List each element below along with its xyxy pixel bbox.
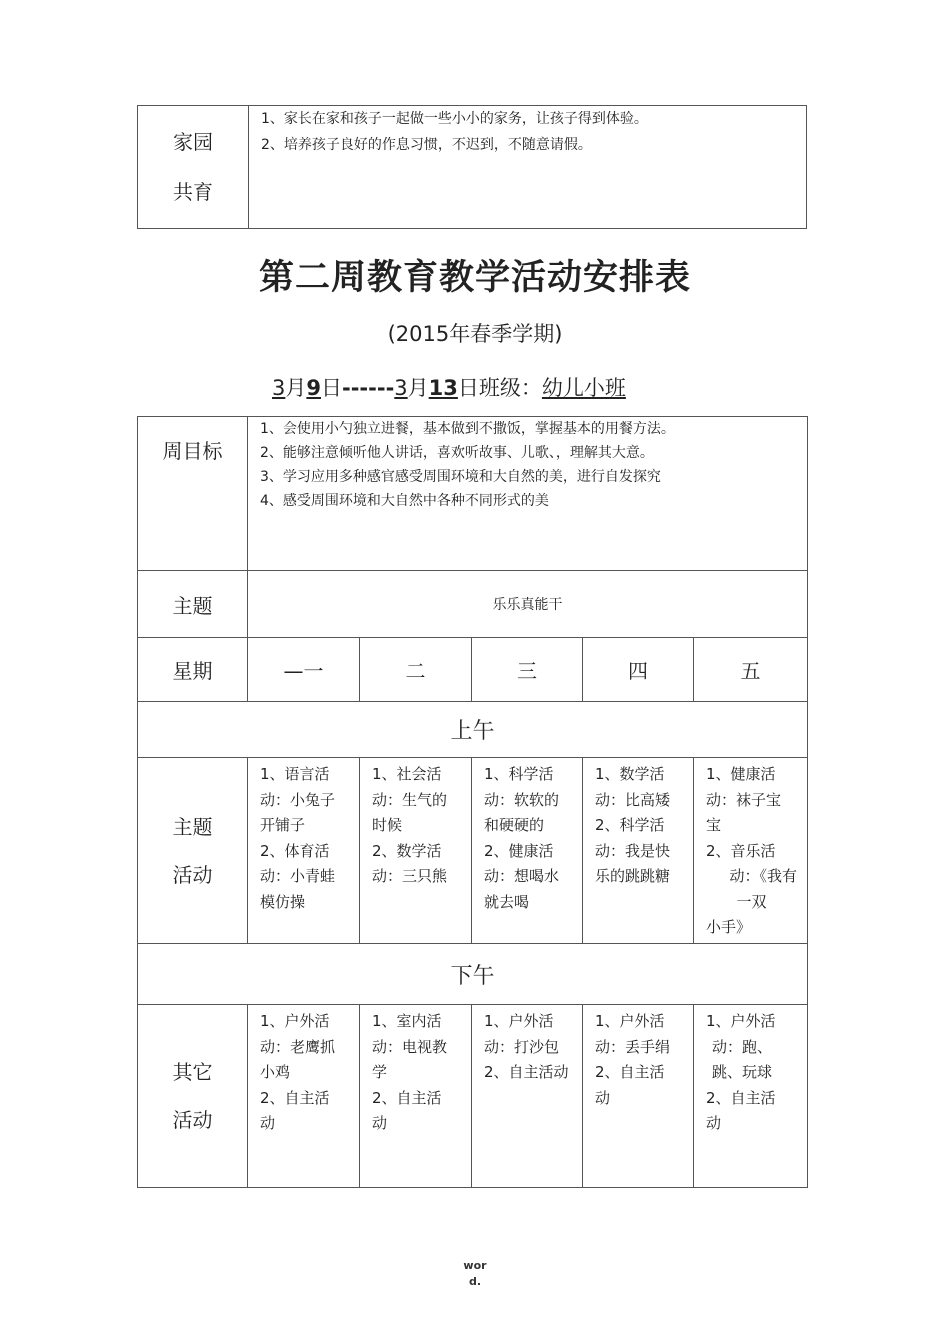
afternoon-cell-fri [694, 1005, 808, 1188]
weekday-tue: 二 [360, 638, 472, 702]
home-school-label-line1: 家园 [173, 130, 213, 154]
activity-line: 动：丢手绢 [595, 1037, 671, 1056]
activity-line: 1、户外活 [595, 1012, 665, 1030]
home-school-item: 1、家长在家和孩子一起做一些小小的家务，让孩子得到体验。 [261, 111, 648, 127]
activity-line: 一双 [736, 892, 767, 911]
home-school-content [249, 106, 807, 229]
class-label: 日班级： [457, 376, 542, 400]
weekday-label: 星期 [138, 638, 248, 702]
start-day: 9 [306, 376, 321, 400]
afternoon-cell-mon [248, 1005, 360, 1188]
afternoon-cell-wed [472, 1005, 583, 1188]
activity-line: 1、科学活 [484, 765, 554, 783]
page-subtitle: (2015年春季学期) [387, 322, 563, 346]
activity-line: 动：《我有 [729, 867, 798, 885]
activity-line: 动：袜子宝 [706, 790, 782, 809]
home-school-label-line2: 共育 [173, 180, 213, 204]
activity-line: 1、室内活 [372, 1012, 442, 1030]
activity-line: 就去喝 [484, 892, 530, 911]
activity-line: 2、自主活动 [484, 1063, 569, 1081]
class-name: 幼儿小班 [541, 376, 626, 400]
activity-line: 动：打沙包 [484, 1037, 560, 1056]
activity-line: 和硬硬的 [484, 816, 545, 834]
footer-mark [455, 1258, 495, 1290]
start-month: 3 [272, 376, 286, 400]
activity-line: 时候 [372, 816, 403, 834]
day-char: 日 [321, 376, 342, 400]
date-dashes: ------ [342, 376, 395, 400]
activity-line: 动：跑、 [712, 1037, 773, 1056]
month-char-2: 月 [407, 376, 429, 400]
activity-line: 2、自主活 [372, 1088, 442, 1107]
page-title: 第二周教育教学活动安排表 [258, 258, 691, 298]
morning-cell-wed [472, 758, 583, 944]
afternoon-cell-tue [360, 1005, 472, 1188]
activity-line: 宝 [706, 816, 722, 834]
activity-line: 动：比高矮 [595, 790, 671, 809]
end-month: 3 [394, 376, 408, 400]
week-goal-item: 2、能够注意倾听他人讲话，喜欢听故事、儿歌、，理解其大意。 [260, 445, 654, 461]
morning-row-label-line1: 主题 [172, 814, 213, 839]
weekday-wed: 三 [472, 638, 583, 702]
morning-row-label [138, 758, 248, 944]
morning-header: 上午 [138, 702, 808, 758]
afternoon-row-label [138, 1005, 248, 1188]
afternoon-header: 下午 [138, 944, 808, 1005]
activity-line: 开铺子 [260, 816, 306, 834]
weekday-mon: —一 [248, 638, 360, 702]
home-school-label [138, 106, 249, 229]
week-goal-item: 4、感受周围环境和大自然中各种不同形式的美 [260, 493, 549, 509]
theme-label: 主题 [138, 571, 248, 638]
activity-line: 动：老鹰抓 [260, 1037, 336, 1056]
activity-line: 模仿操 [260, 892, 306, 911]
schedule-table [137, 416, 808, 1188]
weekday-fri: 五 [694, 638, 808, 702]
home-school-table [137, 105, 807, 229]
activity-line: 跳、玩球 [712, 1063, 773, 1081]
week-goal-item: 1、会使用小勺独立进餐，基本做到不撒饭，掌握基本的用餐方法。 [260, 421, 675, 437]
activity-line: 小手》 [706, 918, 752, 936]
activity-line: 动：小兔子 [260, 790, 336, 809]
activity-line: 1、社会活 [372, 765, 442, 783]
date-class-line [272, 372, 626, 402]
activity-line: 小鸡 [260, 1063, 291, 1081]
activity-line: 动：电视教 [372, 1037, 448, 1056]
activity-line: 1、数学活 [595, 765, 665, 783]
activity-line: 动 [706, 1114, 722, 1132]
activity-line: 动 [260, 1114, 276, 1132]
activity-line: 动：生气的 [372, 790, 448, 809]
activity-line: 动：我是快 [595, 841, 671, 860]
morning-row-label-line2: 活动 [172, 862, 213, 887]
activity-line: 2、自主活 [706, 1088, 776, 1107]
activity-line: 2、科学活 [595, 816, 665, 834]
afternoon-cell-thu [583, 1005, 694, 1188]
activity-line: 1、语言活 [260, 765, 330, 783]
activity-line: 1、户外活 [260, 1012, 330, 1030]
activity-line: 动 [595, 1088, 611, 1107]
footer-line2: d. [468, 1275, 482, 1288]
activity-line: 2、数学活 [372, 841, 442, 860]
activity-line: 2、音乐活 [706, 841, 776, 860]
morning-cell-thu [583, 758, 694, 944]
morning-cell-fri [694, 758, 808, 944]
weekday-thu: 四 [583, 638, 694, 702]
end-day: 13 [428, 376, 458, 400]
home-school-item: 2、培养孩子良好的作息习惯，不迟到，不随意请假。 [261, 137, 592, 153]
week-goals-label: 周目标 [138, 417, 248, 571]
activity-line: 1、健康活 [706, 765, 776, 783]
morning-cell-tue [360, 758, 472, 944]
activity-line: 2、健康活 [484, 841, 554, 860]
week-goal-item: 3、学习应用多种感官感受周围环境和大自然的美，进行自发探究 [260, 469, 661, 485]
activity-line: 2、自主活 [595, 1063, 665, 1081]
activity-line: 动：小青蛙 [260, 867, 336, 885]
activity-line: 乐的跳跳糖 [595, 867, 671, 885]
activity-line: 学 [372, 1063, 388, 1081]
week-goals-content [248, 417, 808, 571]
activity-line: 1、户外活 [484, 1012, 554, 1030]
activity-line: 动：软软的 [484, 790, 560, 809]
activity-line: 1、户外活 [706, 1012, 776, 1030]
month-char: 月 [285, 376, 307, 400]
activity-line: 动：想喝水 [484, 867, 560, 885]
footer-line1: wor [463, 1259, 487, 1272]
activity-line: 动 [372, 1114, 388, 1132]
activity-line: 2、自主活 [260, 1088, 330, 1107]
activity-line: 动：三只熊 [372, 867, 448, 885]
activity-line: 2、体育活 [260, 841, 330, 860]
afternoon-row-label-line2: 活动 [172, 1108, 213, 1132]
theme-value: 乐乐真能干 [248, 571, 808, 638]
afternoon-row-label-line1: 其它 [172, 1060, 213, 1084]
morning-cell-mon [248, 758, 360, 944]
